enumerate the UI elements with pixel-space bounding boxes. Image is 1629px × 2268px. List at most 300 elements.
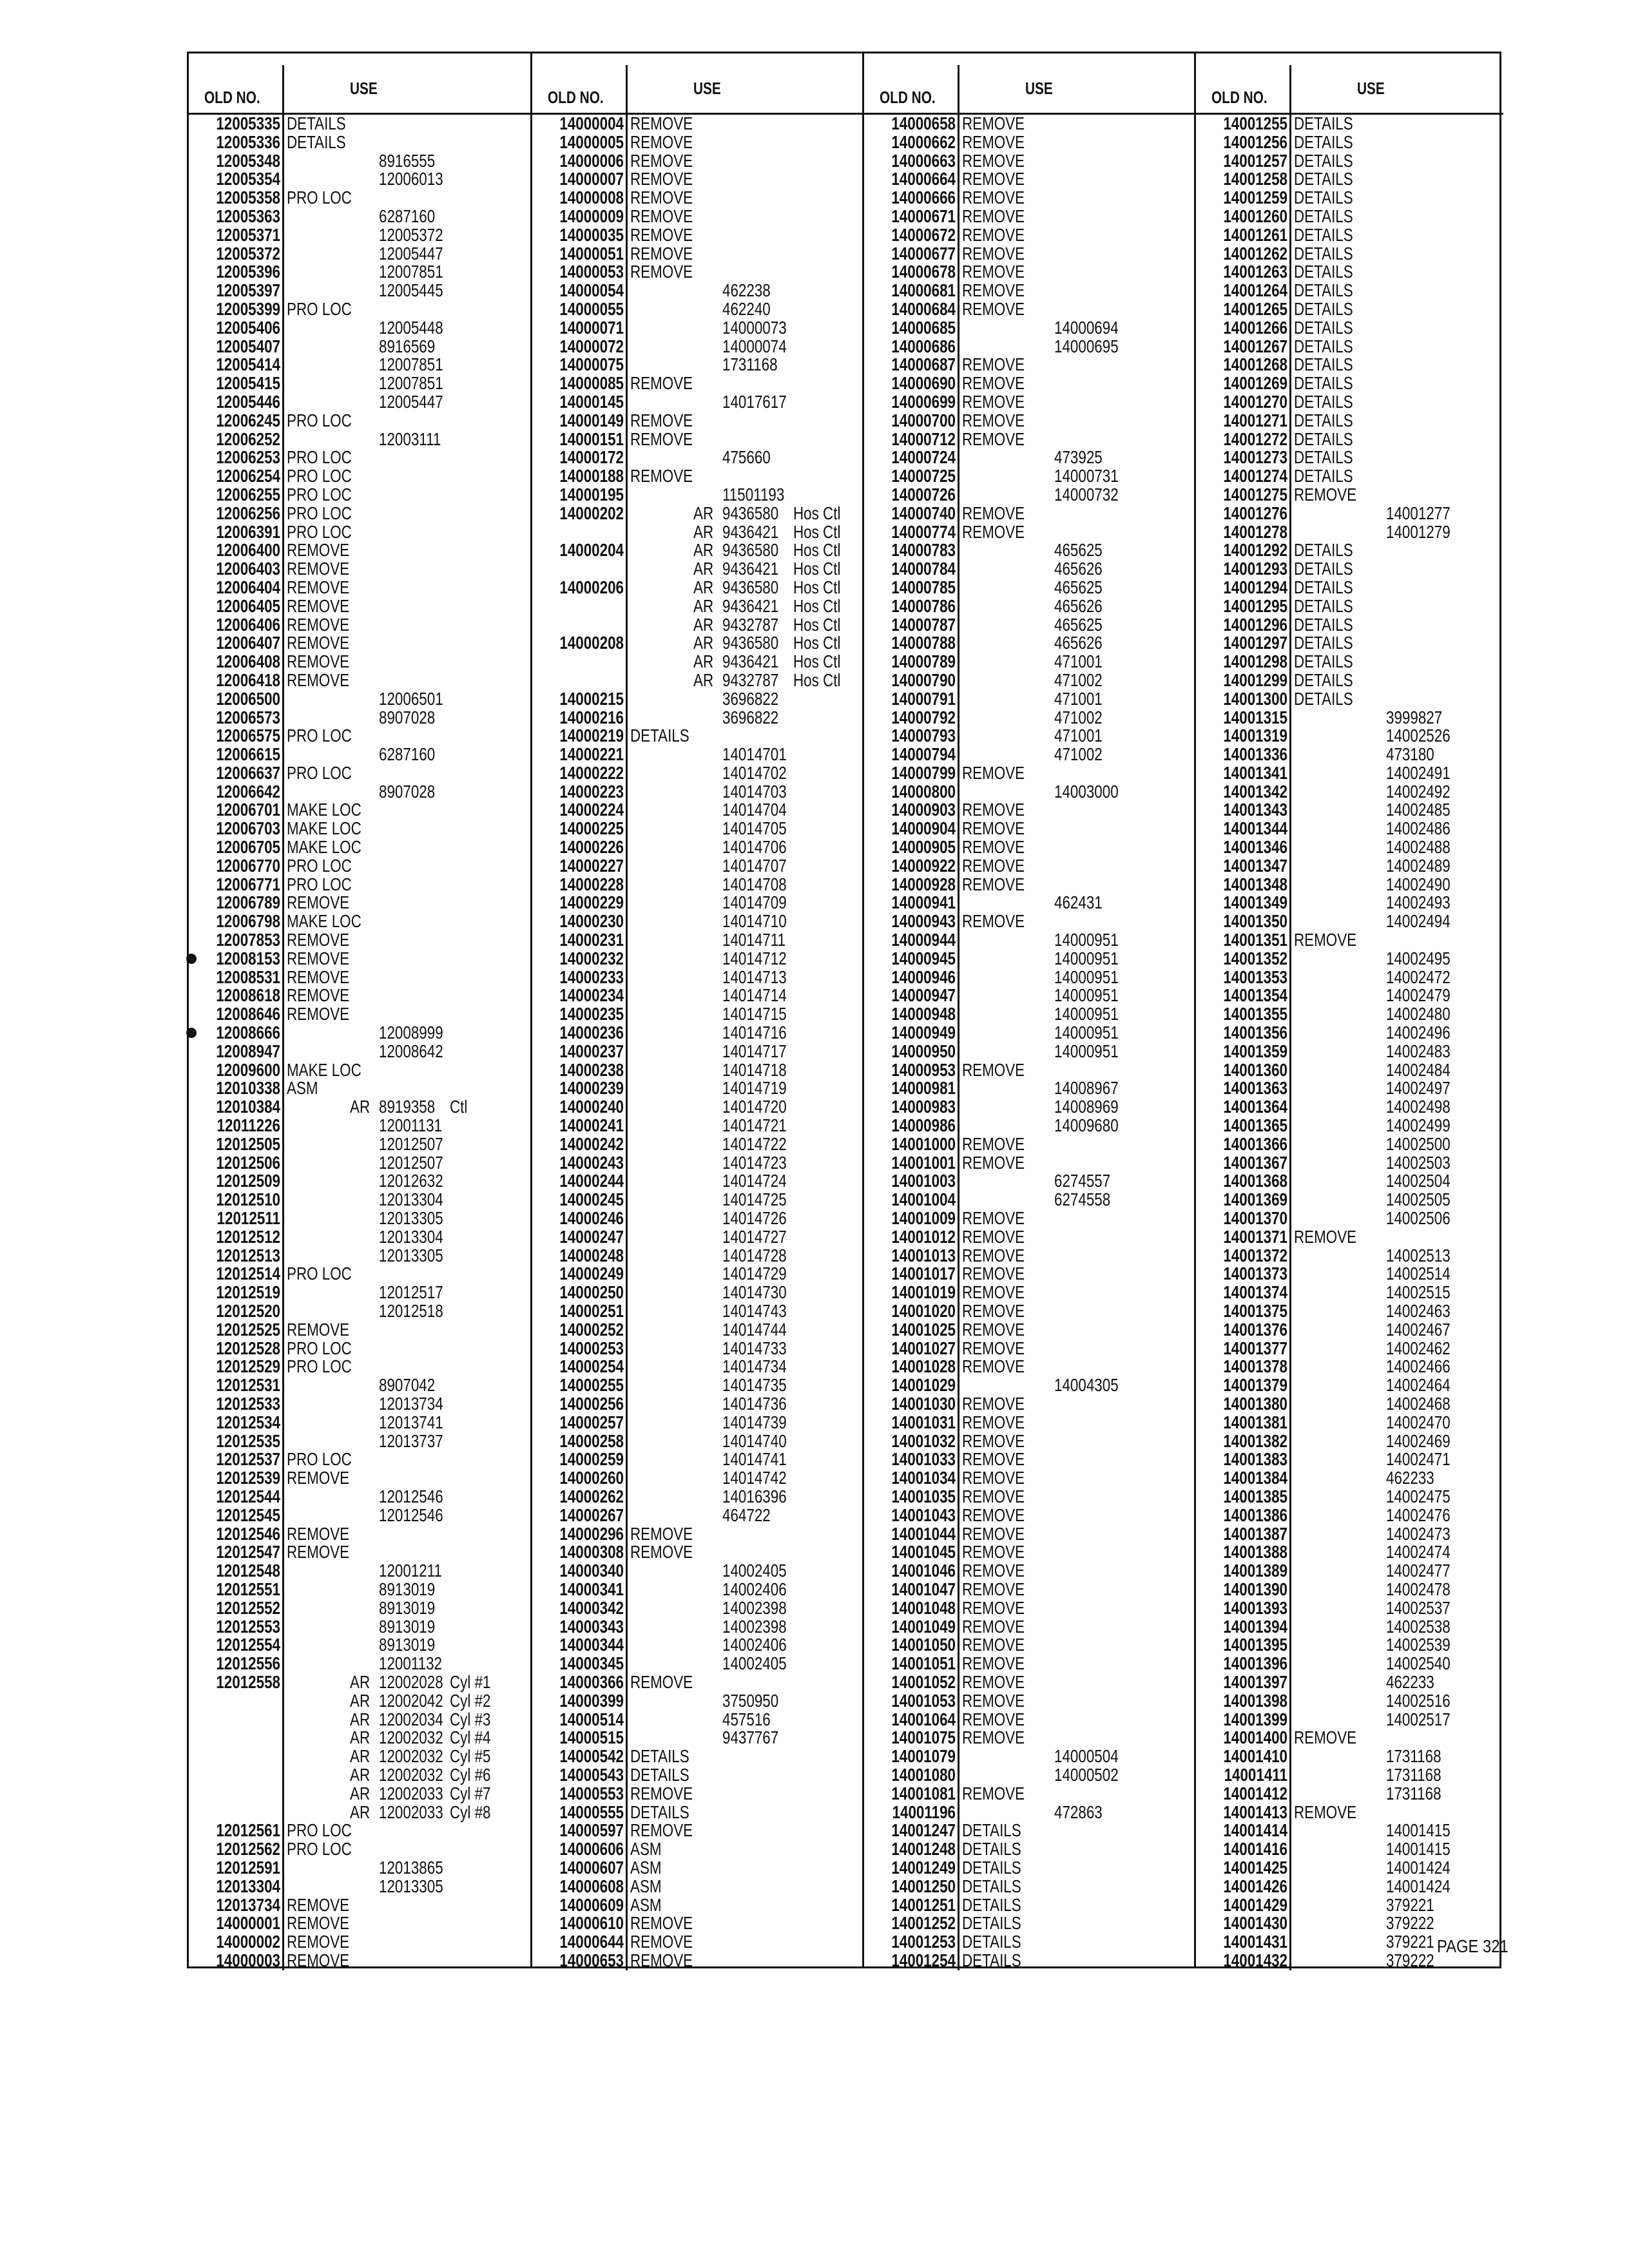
- use-part-number: 14001415: [1386, 1839, 1451, 1860]
- old-number: 12005415: [216, 373, 280, 394]
- old-number: 14000235: [559, 1004, 624, 1024]
- use-ar: AR: [350, 1727, 371, 1748]
- old-number: 14000690: [891, 373, 956, 394]
- old-number: 14001196: [892, 1802, 956, 1822]
- use-part-number: 14014713: [722, 966, 787, 987]
- old-number: 14001341: [1223, 762, 1287, 783]
- use-part-number: 465625: [1054, 614, 1103, 635]
- table-row: [189, 764, 530, 783]
- table-row: [864, 709, 1194, 727]
- use-note: Cyl #4: [450, 1727, 491, 1748]
- use-action: REMOVE: [962, 298, 1025, 319]
- use-ar: AR: [693, 577, 714, 597]
- use-action: REMOVE: [962, 1653, 1025, 1674]
- use-part-number: 472863: [1054, 1802, 1103, 1822]
- use-action: REMOVE: [962, 855, 1025, 876]
- table-row: [189, 1321, 530, 1340]
- use-part-number: 6287160: [379, 206, 436, 226]
- old-number: 12005397: [216, 280, 280, 301]
- table-row: [189, 1803, 530, 1822]
- use-part-number: 14002484: [1386, 1059, 1451, 1080]
- old-number: 14001344: [1223, 818, 1287, 839]
- use-part-number: 12005448: [379, 317, 443, 338]
- table-row: [189, 1283, 530, 1302]
- old-number: 14001031: [891, 1412, 956, 1432]
- old-number: 14000005: [559, 131, 624, 152]
- old-number: 14000366: [559, 1671, 624, 1692]
- table-row: [864, 374, 1194, 393]
- use-part-number: 14002469: [1386, 1430, 1451, 1451]
- old-number: 14001353: [1223, 966, 1287, 987]
- table-row: [532, 282, 862, 300]
- old-number: 12008646: [216, 1004, 280, 1024]
- old-number: 14000232: [559, 948, 624, 968]
- old-number: 14001388: [1223, 1542, 1287, 1562]
- table-row: [532, 1896, 862, 1915]
- old-number: 14000223: [559, 781, 624, 802]
- table-row: [1196, 690, 1503, 709]
- table-row: [864, 1432, 1194, 1451]
- use-part-number: 457516: [722, 1709, 771, 1729]
- use-part-number: 471001: [1054, 651, 1103, 672]
- old-number: 12006405: [216, 595, 280, 616]
- old-number: 14001027: [891, 1338, 956, 1358]
- use-part-number: 3999827: [1386, 707, 1443, 727]
- table-row: [1196, 1098, 1503, 1117]
- old-number: 14000006: [559, 150, 624, 171]
- use-part-number: 379222: [1386, 1950, 1434, 1970]
- table-row: [1196, 857, 1503, 876]
- use-note: Hos Ctl: [793, 503, 841, 523]
- use-action: REMOVE: [630, 1932, 693, 1952]
- old-number: 14000053: [559, 262, 624, 282]
- table-row: [532, 263, 862, 282]
- use-ar: AR: [350, 1690, 371, 1711]
- table-row: [532, 1414, 862, 1432]
- old-number: 14000227: [559, 855, 624, 876]
- table-row: [189, 1562, 530, 1581]
- use-part-number: 12002033: [379, 1802, 443, 1822]
- use-note: Ctl: [450, 1097, 468, 1117]
- old-number: 14000250: [559, 1282, 624, 1303]
- use-part-number: 1731168: [1386, 1783, 1441, 1803]
- use-part-number: 14002467: [1386, 1319, 1451, 1340]
- old-number: 14000678: [891, 262, 956, 282]
- table-row: [1196, 1340, 1503, 1358]
- old-number: 12005407: [216, 336, 280, 356]
- old-number: 12008531: [216, 966, 280, 987]
- use-action: DETAILS: [1294, 373, 1353, 394]
- table-row: [189, 1079, 530, 1098]
- use-part-number: 8913019: [379, 1579, 436, 1599]
- table-row: [189, 1914, 530, 1933]
- use-part-number: 9436421: [722, 521, 779, 542]
- old-number: 14001009: [891, 1208, 956, 1229]
- use-action: REMOVE: [287, 1894, 350, 1915]
- use-action: DETAILS: [962, 1932, 1021, 1952]
- use-action: REMOVE: [962, 1486, 1025, 1506]
- use-action: PRO LOC: [287, 298, 352, 319]
- use-action: PRO LOC: [287, 466, 352, 486]
- table-row: [864, 968, 1194, 987]
- old-number: 14000784: [891, 559, 956, 579]
- old-number: 12006701: [216, 800, 280, 820]
- use-action: DETAILS: [1294, 113, 1353, 133]
- table-row: [1196, 541, 1503, 560]
- use-action: REMOVE: [630, 1783, 693, 1803]
- old-no-header: OLD NO.: [204, 88, 260, 107]
- table-row: [864, 1766, 1194, 1785]
- old-number: 14000343: [559, 1616, 624, 1637]
- use-note: Cyl #5: [450, 1746, 491, 1767]
- old-number: 14000699: [891, 391, 956, 412]
- old-number: 14001001: [891, 1152, 956, 1173]
- table-row: [532, 894, 862, 912]
- table-row: [864, 634, 1194, 653]
- old-number: 14000267: [559, 1504, 624, 1525]
- table-row: [1196, 1414, 1503, 1432]
- use-action: REMOVE: [287, 1319, 350, 1340]
- old-number: 12006245: [216, 410, 280, 430]
- table-row: [532, 838, 862, 857]
- table-row: [189, 1061, 530, 1080]
- table-row: [1196, 801, 1503, 820]
- old-number: 12006705: [216, 837, 280, 858]
- use-action: REMOVE: [287, 1950, 350, 1970]
- old-number: 14000786: [891, 595, 956, 616]
- table-row: [532, 1618, 862, 1637]
- use-action: MAKE LOC: [287, 1059, 361, 1080]
- use-action: REMOVE: [630, 466, 693, 486]
- old-number: 14001019: [891, 1282, 956, 1303]
- table-row: [532, 338, 862, 356]
- use-action: REMOVE: [962, 1319, 1025, 1340]
- use-note: Hos Ctl: [793, 521, 841, 542]
- table-row: [864, 263, 1194, 282]
- table-row: [864, 783, 1194, 802]
- use-action: REMOVE: [287, 614, 350, 635]
- old-no-header: OLD NO.: [880, 88, 936, 107]
- use-part-number: 8907028: [379, 707, 436, 727]
- old-number: 12006403: [216, 559, 280, 579]
- use-part-number: 6287160: [379, 744, 436, 765]
- table-row: [532, 727, 862, 745]
- table-row: [532, 1933, 862, 1952]
- use-part-number: 14000502: [1054, 1764, 1119, 1785]
- use-part-number: 475660: [722, 447, 771, 468]
- use-action: DETAILS: [1294, 391, 1353, 412]
- use-part-number: 14001277: [1386, 503, 1451, 523]
- use-note: Hos Ctl: [793, 559, 841, 579]
- use-action: REMOVE: [962, 169, 1025, 189]
- table-column-2: [530, 53, 862, 1970]
- use-action: DETAILS: [1294, 354, 1353, 375]
- use-action: REMOVE: [962, 503, 1025, 523]
- old-number: 14001379: [1223, 1375, 1287, 1396]
- old-number: 14000240: [559, 1097, 624, 1117]
- table-row: [532, 1043, 862, 1061]
- old-number: 12012520: [216, 1301, 280, 1321]
- table-row: [189, 876, 530, 894]
- table-row: [864, 727, 1194, 745]
- use-action: REMOVE: [287, 1932, 350, 1952]
- use-action: REMOVE: [962, 1393, 1025, 1414]
- use-part-number: 12012517: [379, 1282, 443, 1303]
- old-number: 14000007: [559, 169, 624, 189]
- use-action: REMOVE: [962, 911, 1025, 932]
- table-row: [189, 1098, 530, 1117]
- table-row: [864, 1358, 1194, 1376]
- table-row: [189, 338, 530, 356]
- old-number: 14000684: [891, 298, 956, 319]
- table-row: [1196, 1376, 1503, 1395]
- old-number: 12006407: [216, 633, 280, 653]
- use-ar: AR: [693, 669, 714, 690]
- old-number: 14000262: [559, 1486, 624, 1506]
- table-row: [532, 801, 862, 820]
- table-row: [189, 671, 530, 690]
- table-row: [864, 1488, 1194, 1506]
- table-row: [532, 300, 862, 319]
- use-action: REMOVE: [287, 892, 350, 913]
- use-part-number: 14002515: [1386, 1282, 1451, 1303]
- old-number: 14001273: [1223, 447, 1287, 468]
- old-number: 14000248: [559, 1245, 624, 1265]
- use-action: MAKE LOC: [287, 800, 361, 820]
- old-number: 12006254: [216, 466, 280, 486]
- old-number: 14001364: [1223, 1097, 1287, 1117]
- old-number: 12006575: [216, 726, 280, 746]
- use-action: REMOVE: [962, 243, 1025, 264]
- old-number: 12012551: [216, 1579, 280, 1599]
- table-row: [532, 1172, 862, 1191]
- table-row: [189, 1711, 530, 1729]
- old-number: 12012548: [216, 1561, 280, 1581]
- use-part-number: 14014741: [722, 1449, 787, 1470]
- use-part-number: 14014722: [722, 1133, 787, 1154]
- old-number: 14001425: [1223, 1857, 1287, 1878]
- old-number: 14001000: [891, 1133, 956, 1154]
- table-row: [864, 1803, 1194, 1822]
- use-part-number: 14002499: [1386, 1115, 1451, 1136]
- table-row: [864, 319, 1194, 338]
- table-row: [532, 1655, 862, 1673]
- use-part-number: 14014719: [722, 1078, 787, 1099]
- use-part-number: 14002478: [1386, 1579, 1451, 1599]
- old-number: 14001249: [891, 1857, 956, 1878]
- use-part-number: 3750950: [722, 1690, 779, 1711]
- old-number: 14001371: [1223, 1226, 1287, 1247]
- old-number: 14000233: [559, 966, 624, 987]
- old-number: 12012514: [216, 1264, 280, 1284]
- use-part-number: 14014740: [722, 1430, 787, 1451]
- table-row: [864, 1599, 1194, 1618]
- table-column-4: [1194, 53, 1503, 1970]
- old-number: 12005372: [216, 243, 280, 264]
- use-part-number: 14014721: [722, 1115, 787, 1136]
- old-number: 14001385: [1223, 1486, 1287, 1506]
- use-part-number: 1731168: [1386, 1764, 1441, 1785]
- old-number: 14001356: [1223, 1023, 1287, 1043]
- table-row: [1196, 170, 1503, 189]
- table-row: [532, 653, 862, 671]
- use-part-number: 12012546: [379, 1486, 443, 1506]
- table-row: [1196, 1618, 1503, 1637]
- use-part-number: 12006501: [379, 688, 443, 709]
- old-number: 14000608: [559, 1876, 624, 1896]
- old-number: 14001384: [1223, 1468, 1287, 1488]
- use-action: REMOVE: [962, 1542, 1025, 1562]
- table-row: [1196, 783, 1503, 802]
- use-action: PRO LOC: [287, 855, 352, 876]
- table-row: [532, 1098, 862, 1117]
- old-number: 14001373: [1223, 1264, 1287, 1284]
- use-part-number: 12002033: [379, 1783, 443, 1803]
- use-part-number: 12002032: [379, 1727, 443, 1748]
- old-number: 14000905: [891, 837, 956, 858]
- use-part-number: 12002034: [379, 1709, 443, 1729]
- old-number: 14000685: [891, 317, 956, 338]
- old-number: 12012539: [216, 1468, 280, 1488]
- use-action: DETAILS: [1294, 243, 1353, 264]
- table-row: [189, 1859, 530, 1878]
- use-part-number: 9437767: [722, 1727, 779, 1748]
- use-part-number: 8907042: [379, 1375, 436, 1396]
- table-row: [1196, 393, 1503, 412]
- table-row: [532, 1729, 862, 1747]
- old-number: 14000553: [559, 1783, 624, 1803]
- use-part-number: 12001132: [379, 1653, 442, 1674]
- old-number: 14001343: [1223, 800, 1287, 820]
- old-number: 14000230: [559, 911, 624, 932]
- old-number: 14000308: [559, 1542, 624, 1562]
- use-part-number: 471002: [1054, 707, 1103, 727]
- old-number: 14000251: [559, 1301, 624, 1321]
- table-row: [532, 1191, 862, 1209]
- old-number: 14000195: [559, 484, 624, 505]
- old-number: 14001049: [891, 1616, 956, 1637]
- table-row: [189, 1135, 530, 1154]
- old-number: 14001393: [1223, 1597, 1287, 1618]
- old-number: 14001370: [1223, 1208, 1287, 1229]
- old-number: 14001257: [1223, 150, 1287, 171]
- table-row: [189, 1692, 530, 1711]
- use-action: REMOVE: [962, 1133, 1025, 1154]
- old-number: 14001033: [891, 1449, 956, 1470]
- table-row: [189, 894, 530, 912]
- old-number: 14001426: [1223, 1876, 1287, 1896]
- table-row: [864, 1228, 1194, 1247]
- old-number: 14000236: [559, 1023, 624, 1043]
- table-row: [864, 226, 1194, 245]
- use-part-number: 12007851: [379, 373, 443, 394]
- table-row: [532, 448, 862, 467]
- old-number: 14000241: [559, 1115, 624, 1136]
- table-row: [1196, 597, 1503, 616]
- old-number: 12013734: [216, 1894, 280, 1915]
- table-row: [532, 1952, 862, 1970]
- use-part-number: 14014723: [722, 1152, 787, 1173]
- table-row: [532, 226, 862, 245]
- use-part-number: 465626: [1054, 559, 1103, 579]
- table-row: [189, 653, 530, 671]
- old-number: 14000904: [891, 818, 956, 839]
- table-row: [532, 207, 862, 226]
- use-action: REMOVE: [962, 1412, 1025, 1432]
- old-number: 12006253: [216, 447, 280, 468]
- old-number: 14001274: [1223, 466, 1287, 486]
- table-row: [864, 1043, 1194, 1061]
- table-row: [189, 412, 530, 430]
- column-header: [864, 53, 1194, 115]
- table-row: [1196, 1247, 1503, 1265]
- table-row: [864, 1896, 1194, 1915]
- table-row: [532, 505, 862, 523]
- use-action: REMOVE: [287, 930, 350, 950]
- old-number: 14001355: [1223, 1004, 1287, 1024]
- old-number: 14000783: [891, 540, 956, 561]
- old-number: 12008947: [216, 1041, 280, 1061]
- table-row: [864, 1209, 1194, 1228]
- use-action: DETAILS: [1294, 206, 1353, 226]
- use-header: USE: [1025, 79, 1053, 98]
- old-number: 14001412: [1223, 1783, 1287, 1803]
- use-part-number: 12005445: [379, 280, 443, 301]
- use-action: PRO LOC: [287, 874, 352, 894]
- use-ar: AR: [350, 1764, 371, 1785]
- use-part-number: 14014715: [722, 1004, 787, 1024]
- table-row: [532, 541, 862, 560]
- old-number: 14001360: [1223, 1059, 1287, 1080]
- old-number: 14001354: [1223, 985, 1287, 1006]
- old-number: 14000204: [559, 540, 624, 561]
- old-number: 12005354: [216, 169, 280, 189]
- table-row: [532, 1469, 862, 1488]
- old-number: 12007853: [216, 930, 280, 950]
- table-row: [864, 950, 1194, 968]
- table-row: [189, 912, 530, 931]
- use-part-number: 12002028: [379, 1671, 443, 1692]
- table-row: [189, 115, 530, 133]
- use-part-number: 12002042: [379, 1690, 443, 1711]
- use-part-number: 14002495: [1386, 948, 1451, 968]
- use-ar: AR: [350, 1097, 371, 1117]
- table-row: [189, 1655, 530, 1673]
- use-part-number: 14002470: [1386, 1412, 1451, 1432]
- old-number: 14001035: [891, 1486, 956, 1506]
- table-row: [532, 1358, 862, 1376]
- table-row: [1196, 709, 1503, 727]
- old-number: 12006789: [216, 892, 280, 913]
- use-part-number: 12013734: [379, 1393, 443, 1414]
- table-row: [864, 207, 1194, 226]
- use-part-number: 14002406: [722, 1579, 787, 1599]
- table-row: [532, 1283, 862, 1302]
- table-row: [532, 1914, 862, 1933]
- use-part-number: 14014724: [722, 1171, 787, 1191]
- use-part-number: 14014734: [722, 1356, 787, 1377]
- use-part-number: 14002496: [1386, 1023, 1451, 1043]
- use-part-number: 14002479: [1386, 985, 1451, 1006]
- use-part-number: 14000731: [1054, 466, 1119, 486]
- table-row: [532, 579, 862, 597]
- old-number: 14000606: [559, 1839, 624, 1860]
- old-number: 14000399: [559, 1690, 624, 1711]
- table-row: [864, 448, 1194, 467]
- use-part-number: 14001415: [1386, 1820, 1451, 1841]
- old-number: 14000644: [559, 1932, 624, 1952]
- old-number: 12012534: [216, 1412, 280, 1432]
